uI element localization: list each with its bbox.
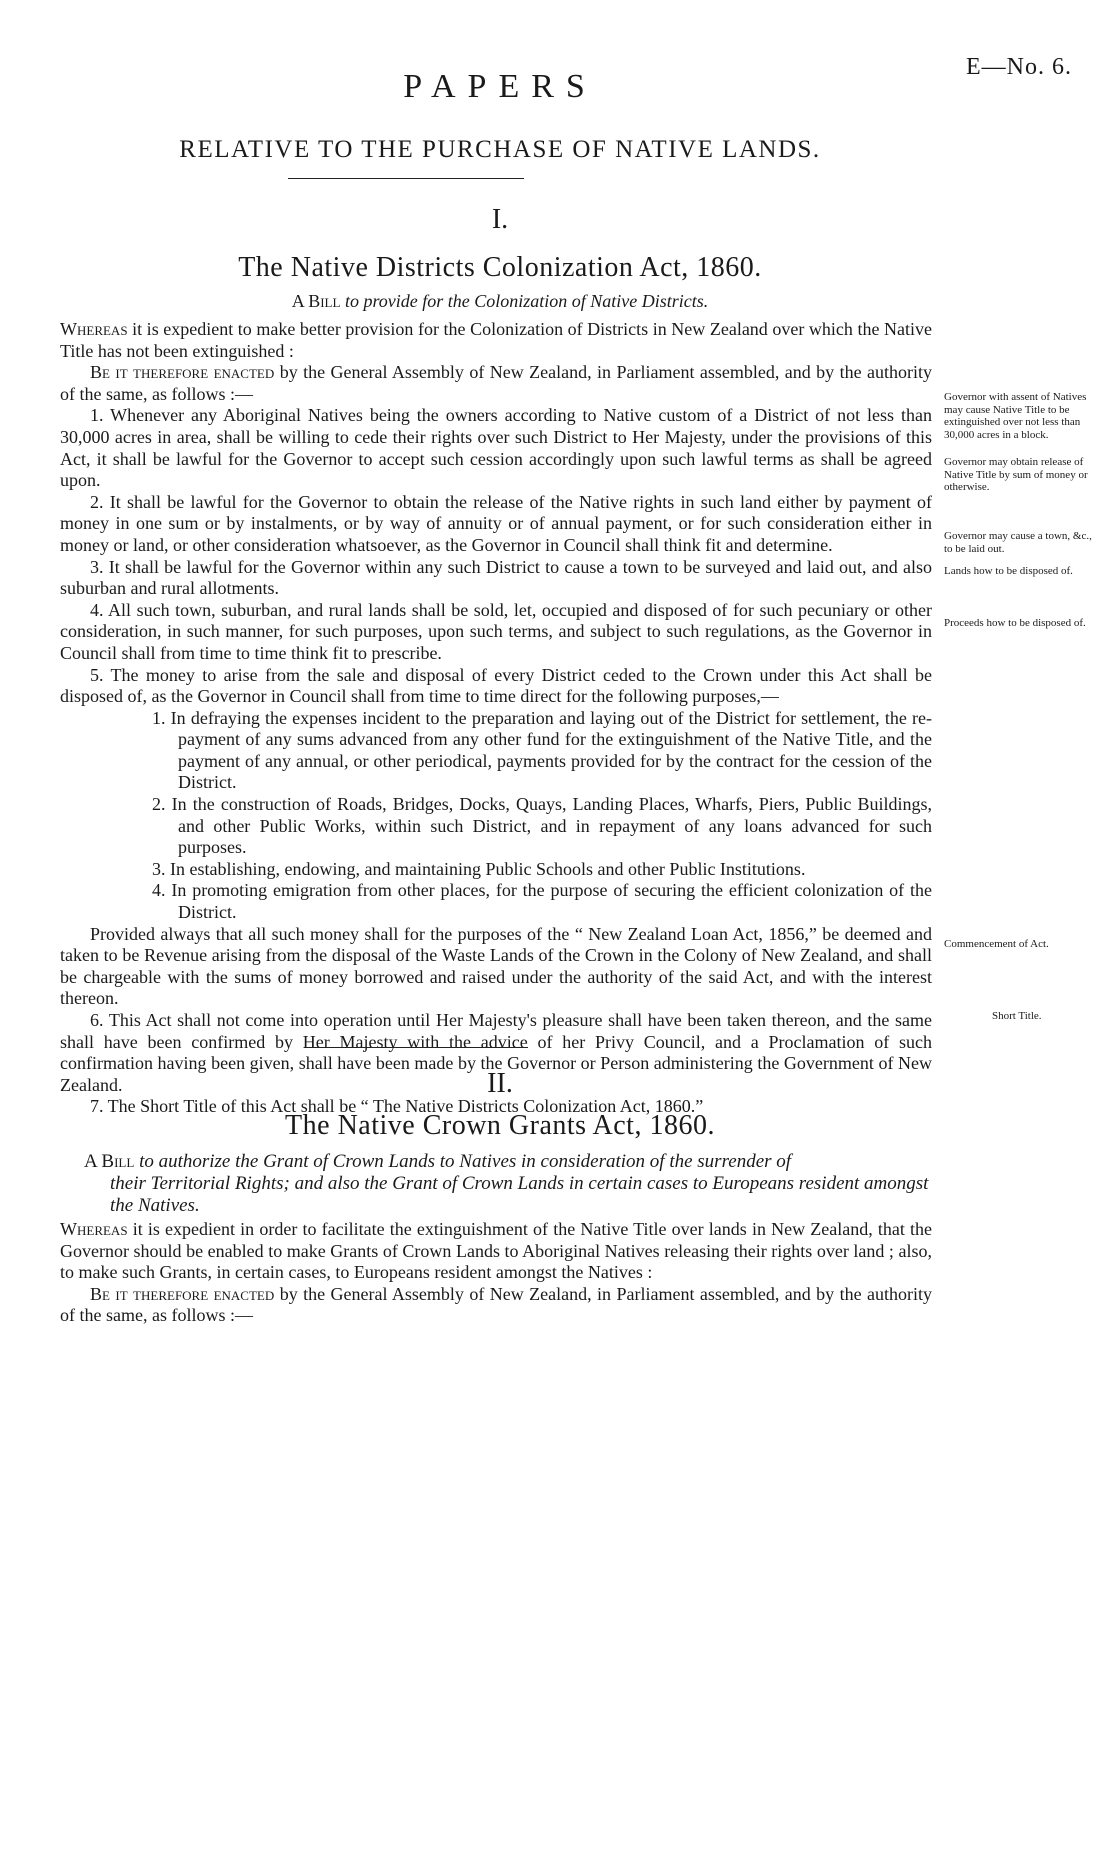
enact-lead-2: Be it therefore enacted bbox=[90, 1283, 275, 1304]
act-body-1 bbox=[60, 319, 932, 1118]
divider-top bbox=[288, 178, 524, 179]
margin-note-2: Governor may obtain release of Native Title by sum of money or otherwise. bbox=[944, 456, 1088, 493]
papers-heading: PAPERS bbox=[403, 68, 597, 105]
preamble-lead-1: Whereas bbox=[60, 319, 128, 339]
margin-note-1: Governor with assent of Natives may cause Native Title to be extinguished over not less than 30,000 acres in a block. bbox=[944, 391, 1087, 441]
bill-prefix-2: A Bill bbox=[84, 1151, 135, 1172]
clause-5: 5. The money to arise from the sale and disposal of every District ceded to the Crown under this Act shall be disposed of, as the Governor in Council shall from time to time direct for the following purposes,— bbox=[60, 664, 932, 707]
proviso: Provided always that all such money shall for the purposes of the “ New Zealand Loan Act, 1856,” be deemed and taken to be Revenue arising from the disposal of the Waste Lands of the Crown in the Colony of New Zealand, and shall be chargeable with the sums of money borrowed and raised under the authority of the said Act, and with the interest thereon. bbox=[60, 923, 932, 1009]
divider-middle bbox=[304, 1047, 528, 1048]
enacting-clause-1 bbox=[60, 362, 932, 405]
preamble-1 bbox=[60, 319, 932, 362]
section-numeral-1: I. bbox=[491, 204, 509, 235]
purpose-2: 2. In the construction of Roads, Bridges, Docks, Quays, Landing Places, Wharfs, Piers, Public Buildings, and other Public Works, within such District, and in repayment of any loans advanced for such purposes. bbox=[152, 794, 932, 858]
purpose-3: 3. In establishing, endowing, and maintaining Public Schools and other Public Institutions. bbox=[152, 858, 806, 879]
preamble-text-2: it is expedient in order to facilitate the extinguishment of the Native Title over lands in New Zealand, that the Governor should be enabled to make Grants of Crown Lands to Aboriginal Natives releasing their rights over land ; also, to make such Grants, in certain cases, to Europeans resident amongst the Natives : bbox=[60, 1219, 933, 1283]
margin-note-3: Governor may cause a town, &c., to be laid out. bbox=[944, 530, 1092, 555]
margin-note-6: Commencement of Act. bbox=[944, 938, 1049, 950]
bill-line-2a bbox=[84, 1151, 934, 1173]
bill-description-1 bbox=[0, 291, 1000, 312]
margin-note-7: Short Title. bbox=[992, 1010, 1042, 1022]
bill-text-1: to provide for the Colonization of Native Districts. bbox=[344, 291, 709, 311]
margin-note-4: Lands how to be disposed of. bbox=[944, 565, 1073, 577]
document-reference: E—No. 6. bbox=[966, 54, 1072, 80]
enact-text-1: by the General Assembly of New Zealand, in Parliament assembled, and by the authority of the same, as follows :— bbox=[60, 362, 932, 404]
act-title-1: The Native Districts Colonization Act, 1860. bbox=[238, 252, 762, 283]
enacting-clause-2 bbox=[60, 1284, 932, 1327]
preamble-lead-2: Whereas bbox=[60, 1219, 128, 1239]
purpose-4: 4. In promoting emigration from other places, for the purpose of securing the efficient colonization of the District. bbox=[152, 880, 932, 923]
clause-6: 6. This Act shall not come into operation until Her Majesty's pleasure shall have been taken thereon, and the same shall have been confirmed by Her Majesty with the advice of her Privy Council, and a Proclamation of such confirmation having been given, shall have been made by the Governor or Person administering the Government of New Zealand. bbox=[60, 1010, 932, 1095]
bill-description-2 bbox=[84, 1151, 934, 1217]
preamble-2 bbox=[60, 1219, 932, 1284]
section-numeral-2: II. bbox=[487, 1068, 513, 1099]
margin-note-5: Proceeds how to be disposed of. bbox=[944, 617, 1086, 629]
clause-1: 1. Whenever any Aboriginal Natives being the owners according to Native custom of a District of not less than 30,000 acres in area, shall be willing to cede their rights over such District to Her Majesty, under the provisions of this Act, it shall be lawful for the Governor to accept such cession accordingly upon such lawful terms as shall be agreed upon. bbox=[60, 405, 932, 491]
clause-2: 2. It shall be lawful for the Governor to obtain the release of the Native rights in such land either by payment of money in one sum or by instalments, or by way of annuity or of annual payment, or for such consideration either in money or land, or other consideration whatsoever, as the Governor in Council shall think fit and determine. bbox=[60, 491, 932, 555]
act-title-2: The Native Crown Grants Act, 1860. bbox=[285, 1110, 715, 1141]
clause-4: 4. All such town, suburban, and rural lands shall be sold, let, occupied and disposed of for such pecuniary or other consideration, in such manner, for such purposes, upon such terms, and subject to such regulations, as the Governor in Council shall from time to time think fit to prescribe. bbox=[60, 599, 932, 663]
bill-prefix-1: A Bill bbox=[291, 291, 341, 311]
enact-text-2: by the General Assembly of New Zealand, in Parliament assembled, and by the authority of the same, as follows :— bbox=[60, 1283, 932, 1326]
act-body-2 bbox=[60, 1219, 932, 1327]
bill-line-2b bbox=[110, 1173, 934, 1217]
bill-text-2a: to authorize the Grant of Crown Lands to Natives in consideration of the surrender of bbox=[139, 1151, 792, 1172]
enact-lead-1: Be it therefore enacted bbox=[90, 362, 275, 383]
clause-3: 3. It shall be lawful for the Governor within any such District to cause a town to be surveyed and laid out, and also suburban and rural allotments. bbox=[60, 556, 932, 599]
clause-7: 7. The Short Title of this Act shall be “ The Native Districts Colonization Act, 1860.” bbox=[90, 1096, 704, 1117]
purpose-1: 1. In defraying the expenses incident to the preparation and laying out of the District for settlement, the re-payment of any sums advanced from any other fund for the extinguishment of the Native Title, and the payment of any annual, or other periodical, payments provided for by the contract for the cession of the District. bbox=[152, 707, 932, 793]
papers-subheading: RELATIVE TO THE PURCHASE OF NATIVE LANDS. bbox=[179, 136, 821, 163]
bill-text-2b: their Territorial Rights; and also the Grant of Crown Lands in certain cases to Europeans resident amongst the Natives. bbox=[110, 1173, 929, 1216]
preamble-text-1: it is expedient to make better provision for the Colonization of Districts in New Zealand over which the Native Title has not been extinguished : bbox=[60, 319, 932, 361]
